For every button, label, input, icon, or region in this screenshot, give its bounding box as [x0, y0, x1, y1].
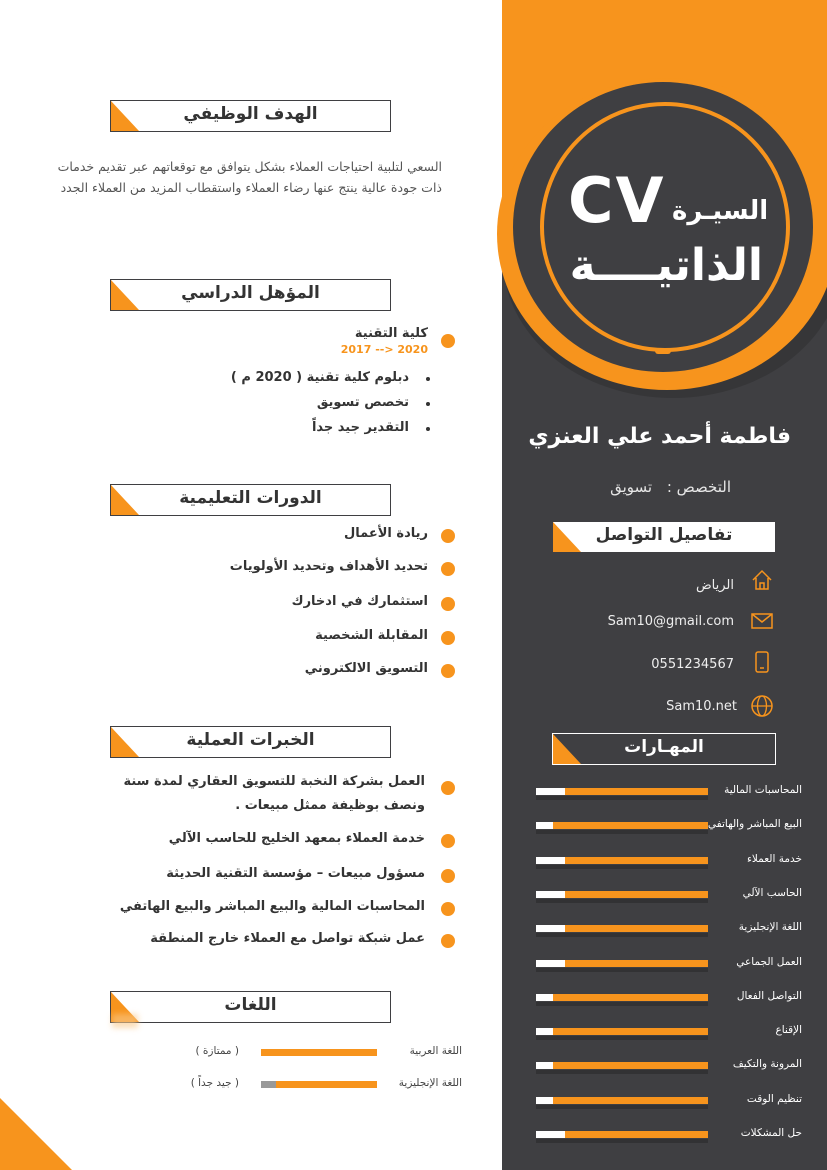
skill-bar-fill — [565, 788, 708, 795]
skill-bar — [536, 925, 708, 932]
bullet — [426, 427, 430, 431]
language-bar — [261, 1081, 377, 1088]
education-bullet-2: تخصص تسويق — [316, 395, 409, 410]
cv-logo: CV — [568, 164, 666, 237]
skill-bar-shadow — [536, 1105, 708, 1109]
experience-item: عمل شبكة تواصل مع العملاء خارج المنطقة — [150, 931, 425, 946]
skill-bar-shadow — [536, 968, 708, 972]
course-item: المقابلة الشخصية — [315, 628, 428, 643]
objective-text: السعي لتلبية احتياجات العملاء بشكل يتوافق مع توقعاتهم عبر تقديم خدمات ذات جودة عالية ينتج عنها رضاء العملاء واستقطاب المزيد من العملاء الجدد — [57, 159, 442, 195]
spec-label: التخصص : — [666, 478, 731, 496]
experience-first-line2: ونصف بوظيفة ممثل مبيعات . — [235, 798, 425, 813]
skill-bar-fill — [553, 1028, 708, 1035]
section-experience-header — [110, 726, 391, 758]
bullet-dot — [441, 529, 455, 543]
skill-bar — [536, 857, 708, 864]
skill-bar-shadow — [536, 865, 708, 869]
ring-accent — [655, 348, 671, 354]
skill-bar-shadow — [536, 1002, 708, 1006]
spec-value: تسويق — [610, 478, 653, 496]
education-school: كلية التقنية — [354, 326, 428, 341]
experience-item: مسؤول مبيعات – مؤسسة التقنية الحديثة — [166, 866, 425, 881]
experience-item: خدمة العملاء بمعهد الخليج للحاسب الآلي — [168, 831, 425, 846]
section-title: المهـارات — [624, 737, 704, 757]
bullet-dot — [441, 781, 455, 795]
language-bar-fill — [261, 1049, 377, 1056]
language-name: اللغة العربية — [409, 1045, 462, 1057]
skill-bar-fill — [553, 1097, 708, 1104]
skill-bar-fill — [565, 960, 708, 967]
section-languages-header — [110, 991, 391, 1023]
mail-icon — [750, 609, 774, 633]
bullet-dot — [441, 334, 455, 348]
skill-bar-shadow — [536, 830, 708, 834]
skill-label: خدمة العملاء — [746, 853, 802, 865]
contact-website[interactable]: Sam10.net — [666, 699, 737, 714]
section-skills-header — [552, 733, 776, 765]
contact-phone[interactable]: 0551234567 — [651, 657, 734, 672]
bullet-dot — [441, 869, 455, 883]
skill-bar — [536, 822, 708, 829]
section-contact-header — [552, 521, 776, 553]
course-item: ريادة الأعمال — [343, 526, 428, 541]
language-bar — [261, 1049, 377, 1056]
bullet — [426, 377, 430, 381]
education-bullet-1: دبلوم كلية تقنية ( 2020 م ) — [230, 370, 409, 385]
skill-bar-shadow — [536, 1036, 708, 1040]
skill-bar — [536, 994, 708, 1001]
skill-bar — [536, 1028, 708, 1035]
globe-icon — [750, 694, 774, 718]
section-title: الخبرات العملية — [186, 730, 315, 750]
cv-title-line1: السيـرة — [672, 196, 769, 226]
course-item: تحديد الأهداف وتحديد الأولويات — [229, 559, 428, 574]
bullet-dot — [441, 902, 455, 916]
skill-bar-fill — [565, 925, 708, 932]
skill-label: الإقناع — [775, 1024, 802, 1036]
skill-bar-fill — [565, 891, 708, 898]
skill-bar — [536, 891, 708, 898]
skill-bar-fill — [553, 1062, 708, 1069]
contact-email[interactable]: Sam10@gmail.com — [607, 614, 734, 629]
bullet — [426, 402, 430, 406]
experience-item: المحاسبات المالية والبيع المباشر والبيع الهاتفي — [119, 899, 425, 914]
corner-triangle — [0, 1098, 72, 1170]
section-objective-header — [110, 100, 391, 132]
decorative-smudge — [112, 1014, 138, 1028]
skill-bar-fill — [565, 857, 708, 864]
course-item: استثمارك في ادخارك — [291, 594, 428, 609]
section-education-header — [110, 279, 391, 311]
skill-label: التواصل الفعال — [736, 990, 802, 1002]
section-title: الهدف الوظيفي — [183, 104, 318, 124]
specialization — [501, 478, 731, 496]
skill-bar-fill — [565, 1131, 708, 1138]
bullet-dot — [441, 664, 455, 678]
person-name: فاطمة أحمد علي العنزي — [528, 424, 791, 449]
skill-label: حل المشكلات — [740, 1127, 802, 1139]
language-bar-fill — [276, 1081, 377, 1088]
course-item: التسويق الالكتروني — [304, 661, 428, 676]
bullet-dot — [441, 597, 455, 611]
skill-bar-fill — [553, 994, 708, 1001]
skill-label: العمل الجماعي — [736, 956, 802, 968]
skill-bar-fill — [553, 822, 708, 829]
language-level: ( ممتازة ) — [195, 1045, 239, 1057]
skill-bar — [536, 1062, 708, 1069]
skill-label: تنظيم الوقت — [746, 1093, 802, 1105]
section-courses-header — [110, 484, 391, 516]
section-title: المؤهل الدراسي — [181, 283, 320, 303]
language-name: اللغة الإنجليزية — [398, 1077, 462, 1089]
home-icon — [750, 568, 774, 592]
skill-bar-shadow — [536, 933, 708, 937]
skill-label: المرونة والتكيف — [732, 1058, 802, 1070]
skill-bar-shadow — [536, 1139, 708, 1143]
education-years: 2017 --> 2020 — [340, 343, 428, 356]
education-bullet-3: التقدير جيد جداً — [311, 420, 409, 435]
section-title: تفاصيل التواصل — [595, 525, 733, 545]
contact-city: الرياض — [695, 578, 734, 593]
section-title: اللغات — [224, 995, 277, 1015]
skill-label: البيع المباشر والهاتفي — [707, 818, 802, 830]
experience-first-line1: العمل بشركة النخبة للتسويق العقاري لمدة سنة — [123, 774, 425, 789]
bullet-dot — [441, 562, 455, 576]
skill-bar-shadow — [536, 796, 708, 800]
skill-label: اللغة الإنجليزية — [738, 921, 802, 933]
bullet-dot — [441, 631, 455, 645]
bullet-dot — [441, 934, 455, 948]
skill-bar — [536, 1131, 708, 1138]
skill-bar — [536, 960, 708, 967]
section-title: الدورات التعليمية — [179, 488, 322, 508]
phone-icon — [750, 650, 774, 674]
skill-bar — [536, 1097, 708, 1104]
skill-label: الحاسب الآلي — [742, 887, 802, 899]
skill-bar — [536, 788, 708, 795]
skill-bar-shadow — [536, 1070, 708, 1074]
skill-label: المحاسبات المالية — [724, 784, 802, 796]
skill-bar-shadow — [536, 899, 708, 903]
language-level: ( جيد جداً ) — [190, 1077, 239, 1089]
bullet-dot — [441, 834, 455, 848]
cv-title-line2: الذاتيــــة — [569, 240, 763, 291]
